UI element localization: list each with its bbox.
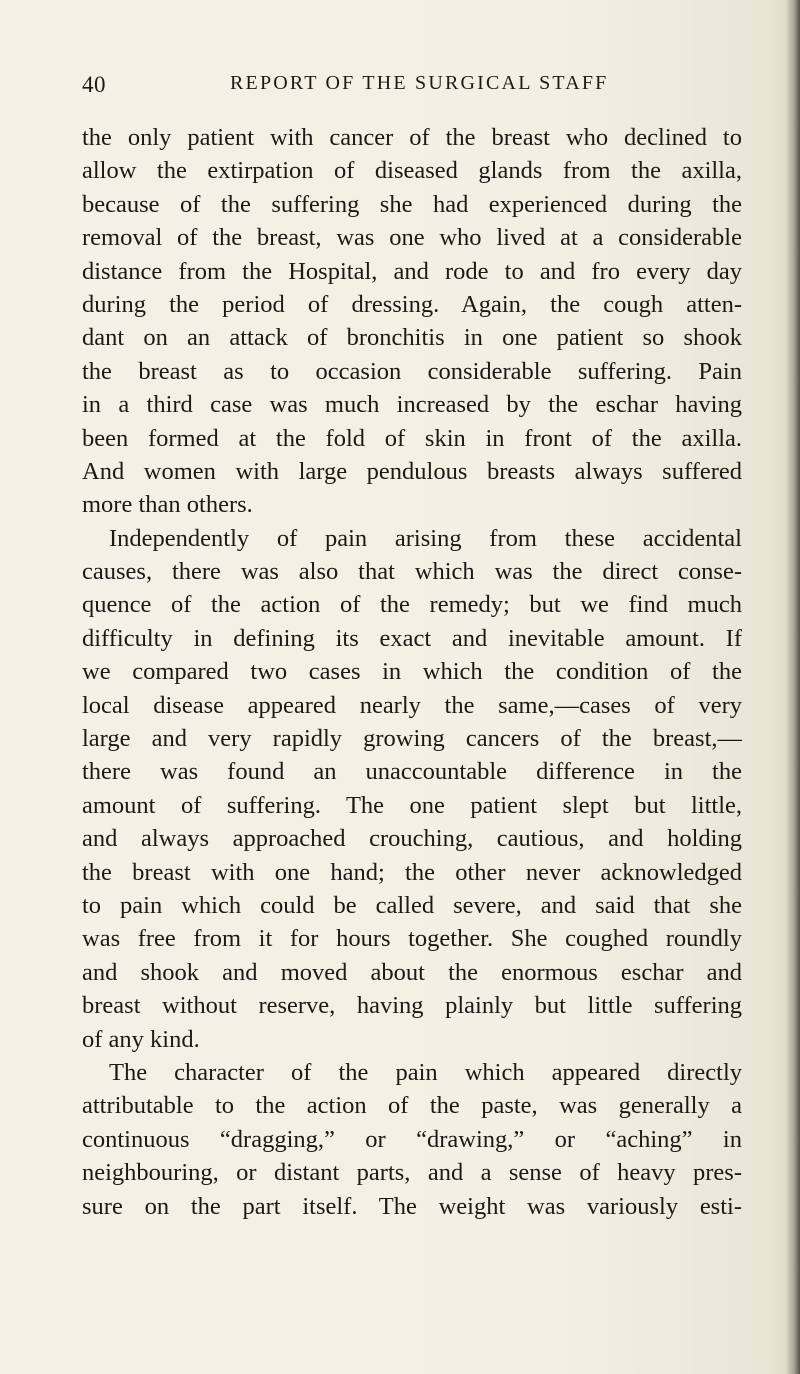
text-line: there was found an unaccountable difference in the [82, 758, 742, 786]
text-line: the only patient with cancer of the breast who declined to [82, 124, 742, 151]
text-line: allow the extirpation of diseased glands from the axilla, [82, 157, 742, 185]
text-line: in a third case was much increased by the eschar having [82, 391, 742, 419]
running-head: REPORT OF THE SURGICAL STAFF [230, 72, 609, 94]
page-edge-shadow [786, 0, 800, 1374]
text-line: difficulty in defining its exact and inevitable amount. If [82, 624, 742, 652]
text-line: distance from the Hospital, and rode to and fro every day [82, 257, 742, 285]
page-number: 40 [82, 72, 106, 97]
text-line: continuous “dragging,” or “drawing,” or “aching” in [82, 1125, 742, 1153]
text-line: breast without reserve, having plainly but little suffering [82, 992, 742, 1020]
text-line: to pain which could be called severe, and said that she [82, 891, 742, 919]
body-text [82, 121, 742, 1223]
text-line: And women with large pendulous breasts always suffered [82, 457, 742, 485]
text-line: and shook and moved about the enormous eschar and [82, 958, 742, 986]
paragraph-end-line: of any kind. [82, 1025, 200, 1053]
paragraph-start-line: The character of the pain which appeared directly [109, 1058, 742, 1086]
text-line: the breast as to occasion considerable suffering. Pain [82, 357, 742, 385]
text-line: causes, there was also that which was the direct conse- [82, 558, 742, 586]
text-line: quence of the action of the remedy; but we find much [82, 591, 742, 619]
text-line: attributable to the action of the paste, was generally a [82, 1092, 742, 1120]
page-header [82, 72, 742, 100]
text-line: local disease appeared nearly the same,—cases of very [82, 691, 742, 719]
text-line: during the period of dressing. Again, the cough atten- [82, 290, 742, 318]
text-line: we compared two cases in which the condition of the [82, 658, 742, 686]
text-line: and always approached crouching, cautious, and holding [82, 825, 742, 853]
text-line: sure on the part itself. The weight was variously esti- [82, 1192, 742, 1220]
text-line: was free from it for hours together. She coughed roundly [82, 925, 742, 953]
paragraph-start-line: Independently of pain arising from these accidental [109, 524, 742, 552]
text-line: neighbouring, or distant parts, and a sense of heavy pres- [82, 1159, 742, 1187]
text-line: been formed at the fold of skin in front of the axilla. [82, 424, 742, 452]
text-line: large and very rapidly growing cancers of the breast,— [82, 725, 742, 753]
text-line: the breast with one hand; the other never acknowledged [82, 858, 742, 886]
text-line: dant on an attack of bronchitis in one patient so shook [82, 324, 742, 352]
text-line: because of the suffering she had experienced during the [82, 190, 742, 218]
text-line: amount of suffering. The one patient slept but little, [82, 791, 742, 819]
text-line: removal of the breast, was one who lived at a considerable [82, 224, 742, 252]
paragraph-end-line: more than others. [82, 491, 253, 519]
